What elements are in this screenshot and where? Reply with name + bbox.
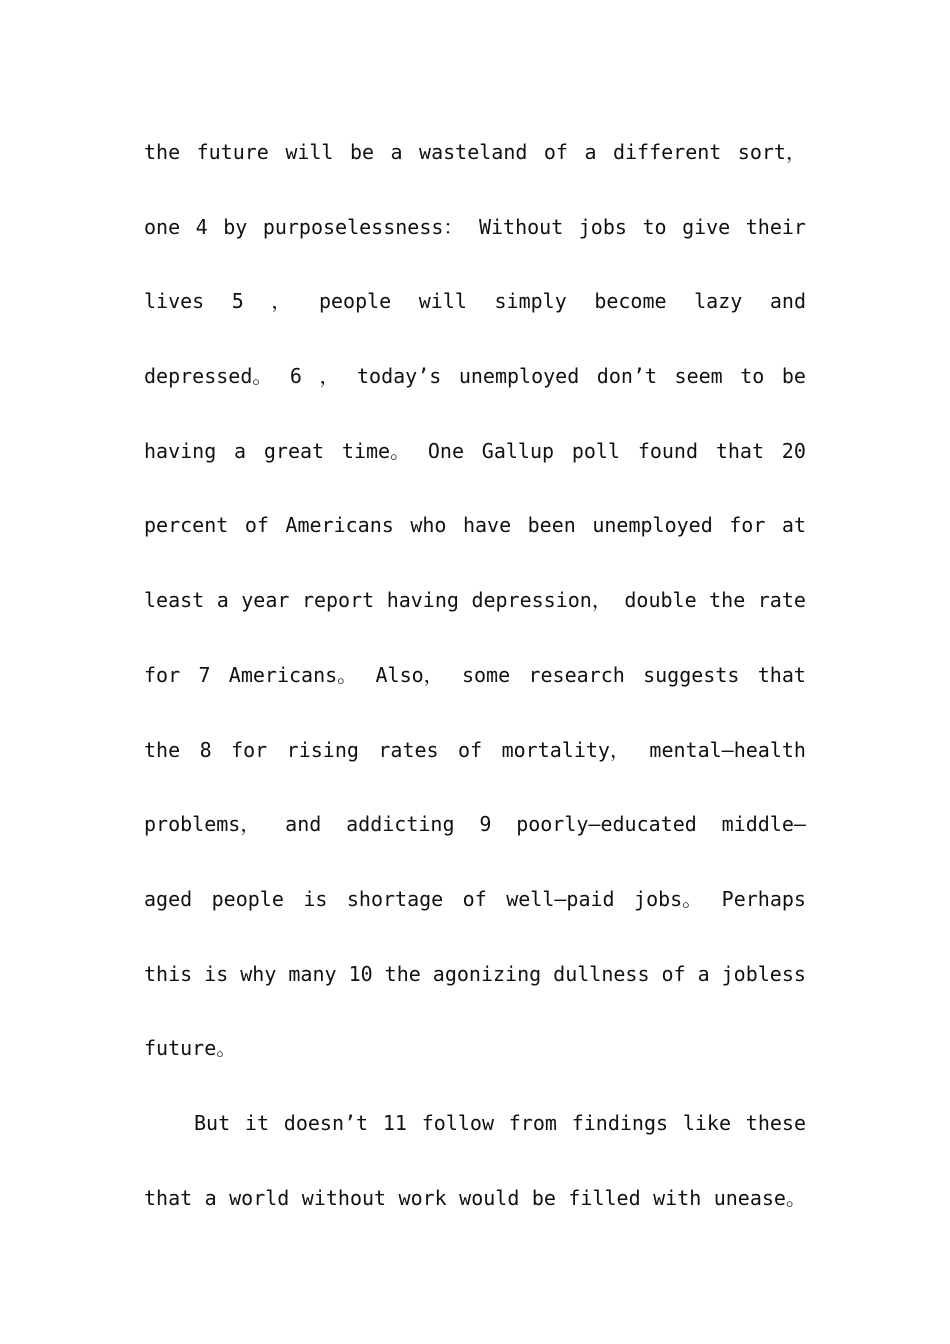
word: become — [594, 289, 667, 314]
word: 9 — [479, 812, 492, 837]
word: Gallup — [481, 438, 555, 463]
word: problems， — [144, 812, 261, 837]
word: people — [318, 289, 392, 314]
word: a — [697, 961, 710, 986]
word: 5 — [231, 289, 244, 314]
word: is — [303, 886, 328, 911]
text-line — [144, 505, 806, 580]
word: lazy — [694, 289, 743, 314]
word: that — [757, 662, 806, 687]
word: this — [144, 961, 193, 986]
word: of — [661, 961, 686, 986]
word: be — [531, 1185, 556, 1210]
word: some — [461, 662, 511, 687]
text-line — [144, 132, 806, 207]
word: rising — [286, 737, 359, 762]
word: But — [194, 1110, 231, 1135]
word: mental—health — [649, 737, 806, 762]
text-line — [144, 730, 806, 805]
word: of — [244, 513, 269, 538]
word: depressed。 — [144, 364, 273, 389]
word: with — [653, 1185, 702, 1210]
word: lives — [144, 289, 205, 314]
word: unemployed — [458, 364, 580, 389]
word: 11 — [382, 1110, 407, 1135]
word: doesn’t — [283, 1110, 369, 1135]
word: 4 — [195, 214, 208, 239]
word: people — [211, 886, 284, 911]
word: jobs。 — [634, 886, 703, 911]
word: ， — [319, 364, 340, 389]
word: world — [229, 1185, 290, 1210]
word: great — [263, 438, 325, 463]
paragraph-start-line — [144, 1103, 806, 1178]
word: for — [729, 513, 766, 538]
word: many — [288, 961, 337, 986]
word: 6 — [289, 364, 302, 389]
word: have — [462, 513, 512, 538]
word: a — [390, 140, 403, 164]
word: 8 — [199, 737, 212, 762]
word: jobless — [721, 961, 806, 986]
word: their — [745, 214, 806, 239]
word: well—paid — [506, 886, 615, 911]
word: would — [459, 1185, 520, 1210]
word: filled — [568, 1185, 641, 1210]
document-body — [144, 132, 806, 1252]
word: and — [285, 812, 322, 837]
word: follow — [421, 1110, 494, 1135]
word: 7 — [198, 662, 211, 687]
word: agonizing — [432, 961, 542, 986]
word: addicting — [346, 812, 455, 837]
word: Also， — [375, 662, 444, 687]
text-line — [144, 1178, 806, 1253]
word: simply — [494, 289, 567, 314]
word: the — [144, 140, 181, 164]
word: to — [740, 364, 765, 389]
word: will — [285, 140, 334, 164]
word: future — [196, 140, 269, 164]
word: ， — [271, 289, 292, 314]
word: depression， — [471, 588, 612, 613]
word: unemployed — [592, 513, 713, 538]
word: a — [584, 140, 597, 164]
word: 20 — [781, 438, 806, 463]
word: a — [204, 1185, 217, 1210]
text-line — [144, 804, 806, 879]
paragraph-end-line: future。 — [144, 1036, 237, 1061]
word: one — [144, 214, 181, 239]
word: will — [418, 289, 467, 314]
word: that — [144, 1185, 193, 1210]
word: aged — [144, 886, 193, 911]
word: sort， — [737, 140, 806, 164]
word: from — [508, 1110, 557, 1135]
word: don’t — [596, 364, 658, 389]
text-line — [144, 879, 806, 954]
word: be — [349, 140, 375, 164]
word: without — [301, 1185, 387, 1210]
word: of — [462, 886, 487, 911]
word: why — [240, 961, 277, 986]
word: who — [410, 513, 447, 538]
word: purposelessness： — [262, 214, 464, 239]
word: double — [624, 588, 697, 613]
word: of — [543, 140, 568, 164]
word: poorly—educated — [516, 812, 697, 837]
word: the — [709, 588, 746, 613]
word: research — [528, 662, 625, 687]
word: mortality， — [501, 737, 630, 762]
text-line — [144, 207, 806, 282]
word: the — [144, 737, 181, 762]
word: different — [612, 140, 722, 164]
word: wasteland — [419, 140, 528, 164]
word: findings — [571, 1110, 669, 1135]
word: and — [769, 289, 806, 314]
word: of — [458, 737, 483, 762]
word: jobs — [578, 214, 627, 239]
word: Americans — [285, 513, 394, 538]
text-line — [144, 954, 806, 1029]
word: for — [144, 662, 181, 687]
word: today’s — [357, 364, 442, 389]
word: been — [527, 513, 576, 538]
word: rate — [757, 588, 806, 613]
word: unease。 — [713, 1185, 806, 1210]
text-line — [144, 655, 806, 730]
word: dullness — [553, 961, 650, 986]
word: like — [682, 1110, 731, 1135]
word: at — [781, 513, 806, 538]
word: by — [223, 214, 248, 239]
word: year — [241, 588, 290, 613]
word: give — [682, 214, 731, 239]
word: Americans。 — [228, 662, 358, 687]
text-line — [144, 356, 806, 431]
word: that — [715, 438, 764, 463]
word: Perhaps — [721, 886, 806, 911]
word: shortage — [346, 886, 444, 911]
word: having — [144, 438, 217, 463]
word: to — [642, 214, 667, 239]
word: for — [231, 737, 268, 762]
word: 10 — [348, 961, 373, 986]
word: found — [637, 438, 699, 463]
word: these — [745, 1110, 806, 1135]
word: is — [204, 961, 229, 986]
word: time。 — [341, 438, 411, 463]
word: a — [234, 438, 247, 463]
word: report — [301, 588, 375, 613]
word: One — [427, 438, 464, 463]
word: suggests — [643, 662, 740, 687]
word: poll — [571, 438, 621, 463]
word: be — [781, 364, 806, 389]
word: percent — [144, 513, 229, 538]
word: rates — [378, 737, 439, 762]
word: having — [386, 588, 459, 613]
word: least — [144, 588, 205, 613]
text-line — [144, 281, 806, 356]
word: it — [244, 1110, 269, 1135]
word: a — [216, 588, 229, 613]
word: middle— — [721, 812, 806, 837]
word: Without — [478, 214, 564, 239]
text-line — [144, 431, 806, 506]
word: the — [384, 961, 421, 986]
text-line — [144, 580, 806, 655]
word: seem — [674, 364, 723, 389]
word: work — [398, 1185, 447, 1210]
